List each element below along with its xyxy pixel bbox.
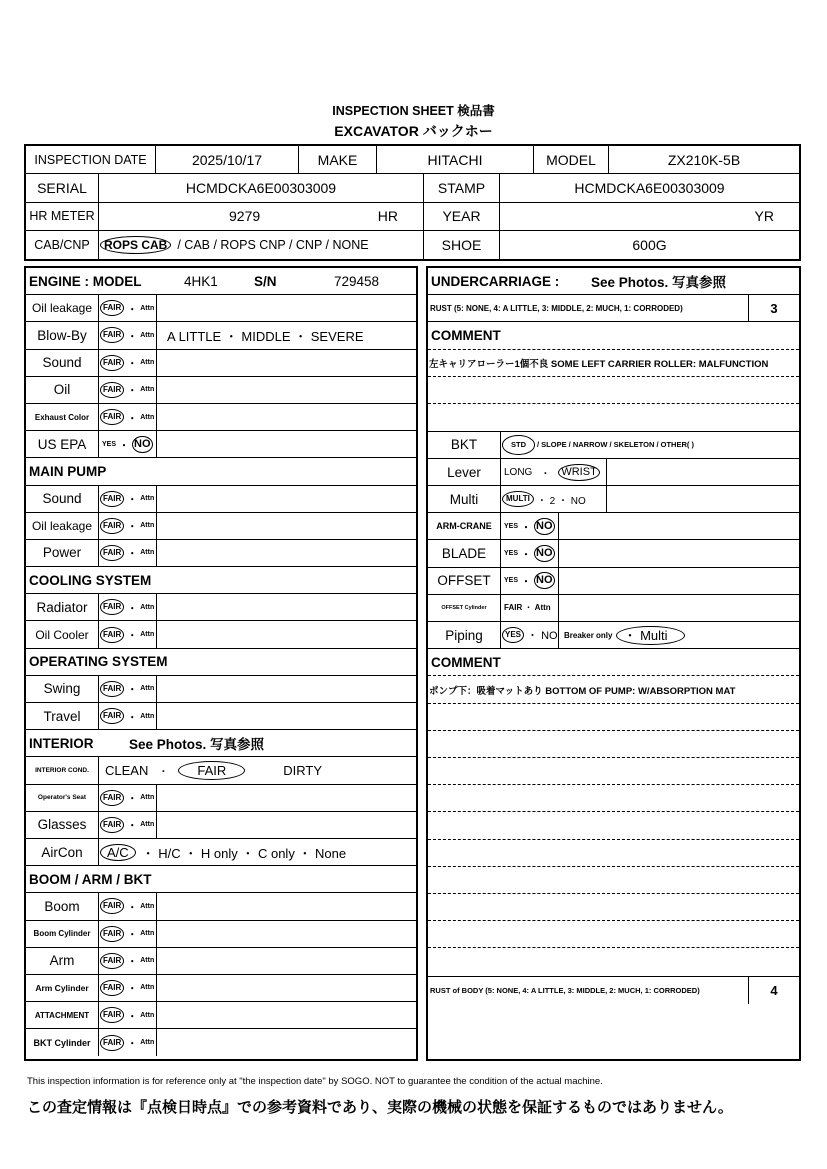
bkt-row xyxy=(428,432,799,459)
engine-heading: ENGINE : MODEL xyxy=(29,273,142,289)
boom-item-row: Arm Cylinder FAIR ・ Attn xyxy=(26,975,416,1002)
selected-option: FAIR xyxy=(100,1007,124,1023)
stamp-value: HCMDCKA6E00303009 xyxy=(574,179,725,196)
interior-photos-note: See Photos. 写真参照 xyxy=(129,737,265,753)
offset-cylinder-options: FAIR ・ Attn xyxy=(501,595,559,621)
engine-item-row xyxy=(26,377,416,404)
item-label: Oil Cooler xyxy=(26,621,99,647)
rust-body-value: 4 xyxy=(770,983,778,999)
boom-heading: BOOM / ARM / BKT xyxy=(26,866,416,893)
selected-option: YES xyxy=(502,627,524,643)
sheet-subtitle: EXCAVATOR バックホー xyxy=(334,123,493,139)
comment-line xyxy=(428,758,799,785)
undercarriage-photos-note: See Photos. 写真参照 xyxy=(591,275,727,291)
hr-meter-label: HR METER xyxy=(26,203,99,230)
model-value: ZX210K-5B xyxy=(667,151,741,168)
boom-item-row: Arm FAIR ・ Attn xyxy=(26,948,416,975)
item-label: BKT Cylinder xyxy=(26,1029,99,1056)
cooling-item-row: Radiator FAIR ・ Attn xyxy=(26,594,416,621)
item-label: ATTACHMENT xyxy=(26,1002,99,1028)
year-unit: YR xyxy=(754,208,774,225)
selected-option: NO xyxy=(132,436,153,453)
comment-line: 左キャリアローラー1個不良 SOME LEFT CARRIER ROLLER: MALFUNCTION xyxy=(428,350,799,377)
selected-option: FAIR xyxy=(178,761,245,780)
piping-label: Piping xyxy=(428,622,501,648)
blade-row: BLADE YES ・ NO xyxy=(428,540,799,567)
boom-item-row: Boom FAIR ・ Attn xyxy=(26,893,416,920)
engine-item-row xyxy=(26,322,416,349)
shoe-value: 600G xyxy=(632,237,667,254)
selected-option: FAIR xyxy=(100,627,124,643)
yes-no-options: YES ・ NO xyxy=(99,431,157,457)
item-label: Glasses xyxy=(26,812,99,838)
item-label: Exhaust Color xyxy=(26,404,99,430)
interior-cond-options: CLEAN ・ FAIR DIRTY xyxy=(105,762,323,778)
header-table xyxy=(24,144,801,261)
comment-heading: COMMENT xyxy=(428,322,799,349)
selected-option: FAIR xyxy=(100,980,124,996)
selected-option: FAIR xyxy=(100,327,124,343)
item-label: Boom xyxy=(26,893,99,919)
comment-line xyxy=(428,785,799,812)
item-label: Sound xyxy=(26,486,99,512)
item-note: A LITTLE ・ MIDDLE ・ SEVERE xyxy=(167,328,364,344)
pump-item-row: Power FAIR ・ Attn xyxy=(26,540,416,567)
undercarriage-heading-row xyxy=(428,268,799,295)
boom-item-row: BKT Cylinder FAIR ・ Attn xyxy=(26,1029,416,1056)
comment-line xyxy=(428,948,799,977)
comment-line xyxy=(428,840,799,867)
multi-row xyxy=(428,486,799,513)
interior-cond-row xyxy=(26,757,416,784)
operating-item-row: Travel FAIR ・ Attn xyxy=(26,703,416,730)
fair-attn-options: FAIR ・ Attn xyxy=(99,295,157,321)
interior-item-row: Glasses FAIR ・ Attn xyxy=(26,812,416,839)
engine-item-row xyxy=(26,404,416,431)
comment-line: ポンプ下：吸着マットあり BOTTOM OF PUMP: W/ABSORPTION MAT xyxy=(428,676,799,703)
arm-crane-label: ARM-CRANE xyxy=(428,513,501,539)
selected-option: A/C xyxy=(100,844,136,861)
comment-line xyxy=(428,731,799,758)
left-panel xyxy=(24,266,418,1061)
engine-model: 4HK1 xyxy=(184,273,218,289)
item-label: Oil leakage xyxy=(26,295,99,321)
selected-option: NO xyxy=(534,545,555,562)
selected-option: FAIR xyxy=(100,355,124,371)
boom-item-row: ATTACHMENT FAIR ・ Attn xyxy=(26,1002,416,1029)
comment-line xyxy=(428,921,799,948)
rust-label: RUST (5: NONE, 4: A LITTLE, 3: MIDDLE, 2: MUCH, 1: CORRODED) xyxy=(428,295,749,321)
engine-sn: 729458 xyxy=(334,273,380,289)
item-label: Power xyxy=(26,540,99,566)
year-label: YEAR xyxy=(424,203,500,230)
selected-option: FAIR xyxy=(100,817,124,833)
boom-item-row: Boom Cylinder FAIR ・ Attn xyxy=(26,921,416,948)
inspection-date-value: 2025/10/17 xyxy=(156,146,299,173)
fair-attn-options: FAIR ・ Attn xyxy=(99,377,157,403)
cab-other-options: / CAB / ROPS CNP / CNP / NONE xyxy=(177,238,369,253)
stamp-label: STAMP xyxy=(424,174,500,201)
selected-option: FAIR xyxy=(100,518,124,534)
comment-line xyxy=(428,812,799,839)
bkt-options: STD / SLOPE / NARROW / SKELETON / OTHER( ) xyxy=(501,432,799,458)
selected-option: FAIR xyxy=(100,953,124,969)
cab-options xyxy=(99,231,424,259)
fair-attn-options: FAIR ・ Attn xyxy=(99,350,157,376)
selected-option: FAIR xyxy=(100,926,124,942)
selected-option: FAIR xyxy=(100,681,124,697)
item-label: Radiator xyxy=(26,594,99,620)
selected-option: FAIR xyxy=(100,1035,124,1051)
item-label: Travel xyxy=(26,703,99,729)
comment-line xyxy=(428,867,799,894)
item-label: Blow-By xyxy=(26,322,99,348)
aircon-options: A/C ・ H/C ・ H only ・ C only ・ None xyxy=(99,839,416,865)
selected-option: FAIR xyxy=(100,491,124,507)
disclaimer-en: This inspection information is for reference only at "the inspection date" by SOGO. NOT to guarantee the condition of the actual machine. xyxy=(27,1076,603,1087)
item-note xyxy=(157,350,416,376)
interior-item-row: Operator's Seat FAIR ・ Attn xyxy=(26,785,416,812)
offset-label: OFFSET xyxy=(428,568,501,594)
aircon-label: AirCon xyxy=(26,839,99,865)
comment-line xyxy=(428,377,799,404)
fair-attn-options: FAIR ・ Attn xyxy=(99,322,157,348)
item-note xyxy=(157,404,416,430)
rust-body-row xyxy=(428,977,799,1004)
lever-options: LONG ・ WRIST xyxy=(501,459,607,485)
multi-label: Multi xyxy=(428,486,501,512)
selected-option: FAIR xyxy=(100,599,124,615)
cab-selected: ROPS CAB xyxy=(100,236,171,254)
engine-item-row xyxy=(26,350,416,377)
rust-row xyxy=(428,295,799,322)
item-note xyxy=(157,377,416,403)
right-panel xyxy=(426,266,801,1061)
us-epa-row xyxy=(26,431,416,458)
arm-crane-row: ARM-CRANE YES ・ NO xyxy=(428,513,799,540)
selected-option: ・ Multi xyxy=(616,626,684,645)
item-label: Sound xyxy=(26,350,99,376)
selected-option: MULTI xyxy=(502,491,534,507)
comment-line xyxy=(428,404,799,432)
model-label: MODEL xyxy=(534,146,609,173)
item-label: Oil xyxy=(26,377,99,403)
selected-option: FAIR xyxy=(100,409,124,425)
lever-row xyxy=(428,459,799,486)
serial-label: SERIAL xyxy=(26,174,99,201)
item-label: Arm Cylinder xyxy=(26,975,99,1001)
sheet-title: INSPECTION SHEET 検品書 xyxy=(332,104,495,118)
selected-option: FAIR xyxy=(100,300,124,316)
comment-line xyxy=(428,704,799,731)
main-pump-heading: MAIN PUMP xyxy=(26,458,416,485)
item-label: Swing xyxy=(26,676,99,702)
offset-row: OFFSET YES ・ NO xyxy=(428,568,799,595)
selected-option: FAIR xyxy=(100,545,124,561)
interior-cond-label: INTERIOR COND. xyxy=(26,757,99,783)
selected-option: FAIR xyxy=(100,382,124,398)
comment-line xyxy=(428,894,799,921)
lever-label: Lever xyxy=(428,459,501,485)
blade-label: BLADE xyxy=(428,540,501,566)
hr-meter-cell xyxy=(99,203,424,230)
aircon-row xyxy=(26,839,416,866)
item-label: Arm xyxy=(26,948,99,974)
item-label: Boom Cylinder xyxy=(26,921,99,947)
bkt-label: BKT xyxy=(428,432,501,458)
interior-heading-row xyxy=(26,730,416,757)
operating-item-row: Swing FAIR ・ Attn xyxy=(26,676,416,703)
item-label: Operator's Seat xyxy=(26,785,99,811)
cab-label: CAB/CNP xyxy=(26,231,99,259)
item-note xyxy=(157,295,416,321)
year-cell xyxy=(500,203,799,230)
hr-meter-value: 9279 xyxy=(229,208,261,225)
item-label: Oil leakage xyxy=(26,513,99,539)
selected-option: FAIR xyxy=(100,790,124,806)
piping-type: Breaker only ・ Multi xyxy=(559,622,799,648)
shoe-label: SHOE xyxy=(424,231,500,259)
cooling-heading: COOLING SYSTEM xyxy=(26,567,416,594)
inspection-date-label: INSPECTION DATE xyxy=(26,146,156,173)
engine-sn-label: S/N xyxy=(254,273,277,289)
selected-option: FAIR xyxy=(100,708,124,724)
engine-heading-row xyxy=(26,268,416,295)
pump-item-row: Oil leakage FAIR ・ Attn xyxy=(26,513,416,540)
comment2-heading: COMMENT xyxy=(428,649,799,676)
selected-option: NO xyxy=(534,572,555,589)
make-value: HITACHI xyxy=(377,146,534,173)
cooling-item-row: Oil Cooler FAIR ・ Attn xyxy=(26,621,416,648)
operating-heading: OPERATING SYSTEM xyxy=(26,649,416,676)
selected-option: STD xyxy=(502,435,535,455)
serial-value: HCMDCKA6E00303009 xyxy=(99,174,424,201)
selected-option: WRIST xyxy=(558,464,599,481)
fair-attn-options: FAIR ・ Attn xyxy=(99,404,157,430)
pump-item-row: Sound FAIR ・ Attn xyxy=(26,486,416,513)
disclaimer-ja: この査定情報は『点検日時点』での参考資料であり、実際の機械の状態を保証するものではありません。 xyxy=(27,1099,733,1116)
interior-heading: INTERIOR xyxy=(29,735,94,751)
multi-options: MULTI ・ 2 ・ NO xyxy=(501,486,607,512)
engine-item-row xyxy=(26,295,416,322)
rust-value: 3 xyxy=(770,300,778,316)
us-epa-label: US EPA xyxy=(26,431,99,457)
selected-option: FAIR xyxy=(100,898,124,914)
offset-cylinder-row xyxy=(428,595,799,622)
hr-unit: HR xyxy=(377,208,398,225)
undercarriage-heading: UNDERCARRIAGE : xyxy=(431,273,560,289)
selected-option: NO xyxy=(534,518,555,535)
rust-body-label: RUST of BODY (5: NONE, 4: A LITTLE, 3: MIDDLE, 2: MUCH, 1: CORRODED) xyxy=(428,977,749,1004)
piping-row: Piping YES ・ NO Breaker only ・ Multi xyxy=(428,622,799,649)
make-label: MAKE xyxy=(299,146,377,173)
offset-cylinder-label: OFFSET Cylinder xyxy=(428,595,501,621)
